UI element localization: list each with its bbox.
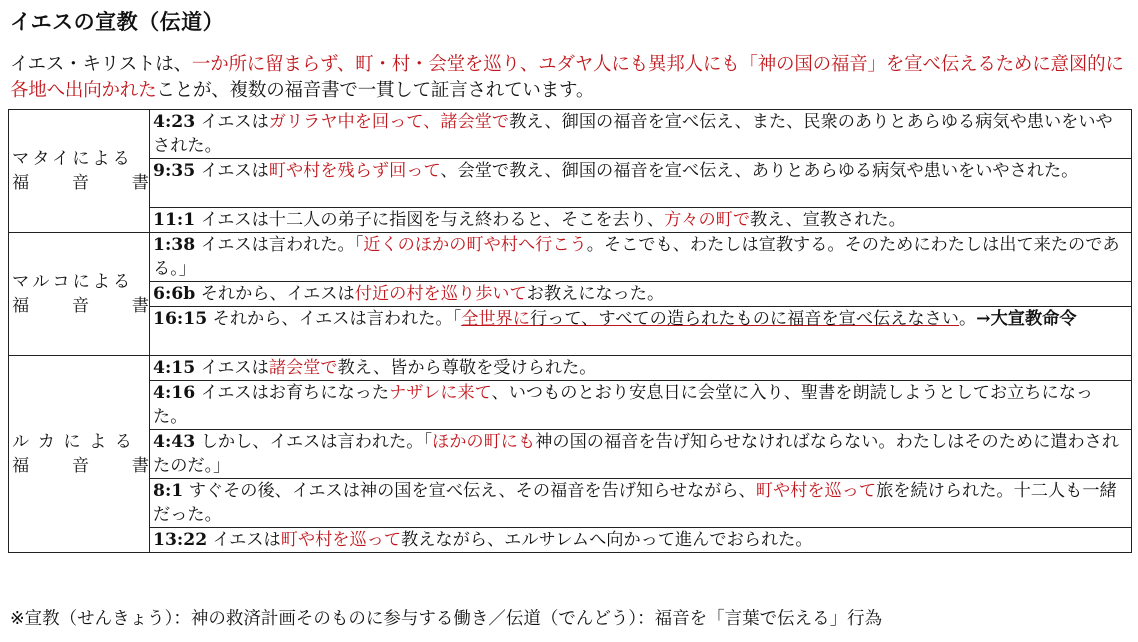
table-row	[9, 159, 1132, 208]
verse-ref: 1:38	[153, 235, 196, 255]
table-row	[9, 110, 1132, 159]
verse-text: イエスは	[195, 358, 269, 378]
verse-cell	[150, 282, 1132, 307]
verse-cell	[150, 307, 1132, 356]
verse-note: →大宣教命令	[976, 309, 1077, 329]
gospel-name-line	[12, 294, 149, 318]
verse-text: 旅を続けられた。十二人も一緒だった。	[153, 481, 1117, 525]
table-row	[9, 233, 1132, 282]
gospel-name-luke	[9, 356, 150, 553]
gospel-name-char: 音	[71, 456, 90, 476]
gospel-name-char: 福	[12, 456, 30, 476]
verse-highlight: ナザレに来て	[389, 383, 492, 403]
gospel-name-char: 福	[12, 173, 30, 193]
verse-text: 教えながら、エルサレムへ向かって進んでおられた。	[401, 530, 813, 550]
gospel-name-line: マルコによる	[12, 272, 134, 292]
verse-text: イエスは言われた。「	[195, 235, 364, 255]
verse-ref: 9:35	[153, 161, 196, 181]
page-title: イエスの宣教（伝道）	[10, 10, 225, 34]
gospel-name-char: 福	[12, 296, 30, 316]
verse-ref: 6:6b	[153, 284, 196, 304]
intro-paragraph	[10, 52, 1132, 104]
verse-text: 、会堂で教え、御国の福音を宣べ伝え、ありとあらゆる病気や患いをいやされた。	[440, 161, 1079, 181]
table-row	[9, 307, 1132, 356]
gospel-name-line: ルカによる	[12, 432, 141, 452]
verse-text: 教え、宣教された。	[750, 210, 906, 230]
verse-text: イエスは	[207, 530, 281, 550]
verse-cell	[150, 110, 1132, 159]
intro-highlight: 一か所に留まらず、町・村・会堂を巡り、ユダヤ人にも異邦人にも「神の国の福音」を宣べ伝えるために意図的に各地へ出向かれた	[10, 54, 1124, 101]
verse-text: 。そこでも、わたしは宣教する。そのためにわたしは出て来たのである。」	[153, 235, 1120, 279]
intro-text: ことが、複数の福音書で一貫して証言されています。	[156, 80, 595, 101]
verse-cell	[150, 430, 1132, 479]
verse-ref: 11:1	[153, 210, 196, 230]
verse-text: 。	[958, 309, 977, 329]
table-row	[9, 430, 1132, 479]
verse-highlight: 町や村を巡って	[755, 481, 877, 501]
verse-ref: 4:16	[153, 383, 196, 403]
verse-ref: 4:23	[153, 112, 196, 132]
gospel-name-char: 書	[131, 173, 149, 193]
gospel-name-line: マタイによる	[12, 149, 133, 169]
verse-ref: 16:15	[153, 309, 208, 329]
gospel-name-line	[12, 454, 149, 478]
gospel-name-char: 音	[71, 296, 90, 316]
verse-text: イエスは十二人の弟子に指図を与え終わると、そこを去り、	[195, 210, 665, 230]
gospel-table	[8, 109, 1132, 553]
verse-cell	[150, 208, 1132, 233]
verse-text: 、いつものとおり安息日に会堂に入り、聖書を朗読しようとしてお立ちになった。	[153, 383, 1094, 427]
verse-highlight: 方々の町で	[664, 210, 751, 230]
verse-text: それから、イエスは	[195, 284, 355, 304]
verse-cell	[150, 159, 1132, 208]
verse-text: 教え、皆から尊敬を受けられた。	[337, 358, 597, 378]
verse-ref: 4:43	[153, 432, 196, 452]
table-row	[9, 208, 1132, 233]
verse-cell	[150, 233, 1132, 282]
verse-text: しかし、イエスは言われた。「	[195, 432, 433, 452]
verse-text: イエスは	[195, 112, 269, 132]
verse-ref: 13:22	[153, 530, 208, 550]
footnote: ※宣教（せんきょう）：神の救済計画そのものに参与する働き／伝道（でんどう）：福音を「言葉で伝える」行為	[10, 609, 883, 629]
intro-text: イエス・キリストは、	[10, 54, 192, 75]
table-row	[9, 479, 1132, 528]
verse-text: イエスはお育ちになった	[195, 383, 390, 403]
verse-highlight: 付近の村を巡り歩いて	[354, 284, 527, 304]
verse-highlight: 町や村を残らず回って	[268, 161, 441, 181]
gospel-name-line	[12, 171, 149, 195]
verse-cell	[150, 381, 1132, 430]
verse-highlight: 町や村を巡って	[280, 530, 402, 550]
gospel-name-char: 音	[71, 173, 90, 193]
verse-text: 教え、御国の福音を宣べ伝え、また、民衆のありとあらゆる病気や患いをいやされた。	[153, 112, 1113, 156]
gospel-name-char: 書	[131, 456, 149, 476]
verse-cell	[150, 356, 1132, 381]
verse-highlight: ガリラヤ中を回って、諸会堂で	[268, 112, 510, 132]
verse-text: お教えになった。	[526, 284, 665, 304]
table-row	[9, 528, 1132, 553]
verse-highlight: 諸会堂で	[268, 358, 338, 378]
verse-highlight: ほかの町にも	[432, 432, 536, 452]
verse-text: イエスは	[195, 161, 269, 181]
verse-cell	[150, 479, 1132, 528]
table-row	[9, 381, 1132, 430]
table-row	[9, 282, 1132, 307]
verse-text: すぐその後、イエスは神の国を宣べ伝え、その福音を告げ知らせながら、	[183, 481, 756, 501]
verse-text: 行って、すべての造られたものに福音を宣べ伝えなさい	[529, 309, 959, 329]
verse-cell	[150, 528, 1132, 553]
verse-text: 神の国の福音を告げ知らせなければならない。わたしはそのために遣わされたのだ。」	[153, 432, 1120, 476]
verse-highlight: 全世界に	[461, 309, 530, 329]
verse-text: それから、イエスは言われた。「	[207, 309, 462, 329]
gospel-name-matthew	[9, 110, 150, 233]
verse-ref: 8:1	[153, 481, 184, 501]
verse-ref: 4:15	[153, 358, 196, 378]
verse-highlight: 近くのほかの町や村へ行こう	[363, 235, 587, 255]
table-row	[9, 356, 1132, 381]
gospel-name-char: 書	[131, 296, 149, 316]
gospel-name-mark	[9, 233, 150, 356]
